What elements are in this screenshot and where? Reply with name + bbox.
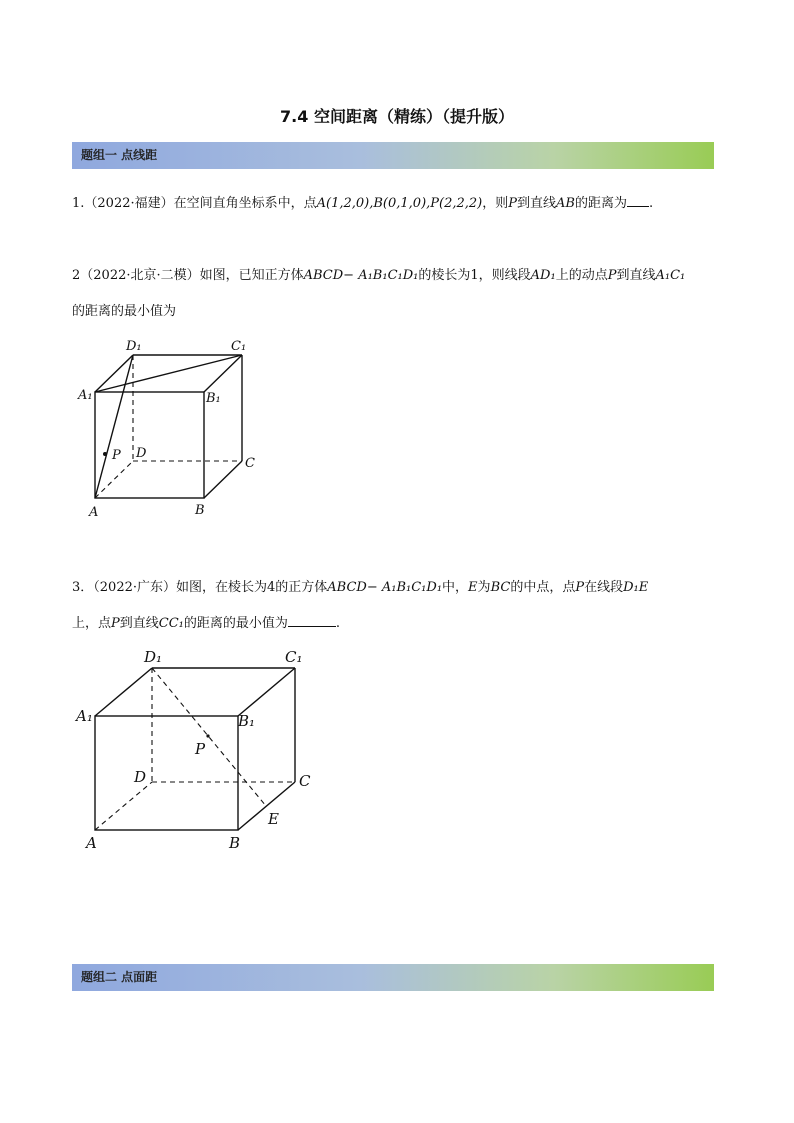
q2-mid2: ，则线段 bbox=[478, 268, 531, 283]
q3-mid1: 的正方体 bbox=[275, 580, 328, 595]
fig2-edge-b1c1 bbox=[238, 668, 295, 716]
section-header-group-1: 题组一 点线距 bbox=[72, 142, 714, 169]
q3-line2c: 的距离的最小值为 bbox=[183, 616, 288, 631]
fig2-point-p bbox=[206, 734, 209, 737]
q3-prefix: 3．（2022·广东）如图，在棱长为 bbox=[72, 580, 267, 595]
q2-edge: 1 bbox=[470, 268, 479, 283]
q3-e: E bbox=[468, 580, 478, 595]
fig1-label-a: A bbox=[89, 505, 99, 520]
fig1-label-c1: C₁ bbox=[231, 339, 247, 354]
section-header-group-2: 题组二 点面距 bbox=[72, 964, 714, 991]
fig2-label-c: C bbox=[299, 772, 311, 790]
fig2-front-face bbox=[95, 716, 238, 830]
q3-end: . bbox=[335, 616, 341, 631]
fig2-label-a: A bbox=[86, 834, 97, 852]
fig2-edge-bc bbox=[238, 782, 295, 830]
q2-line: A₁C₁ bbox=[655, 268, 686, 283]
fig1-label-a1: A₁ bbox=[78, 388, 93, 403]
q3-p2: P bbox=[111, 616, 120, 631]
q1-points: A(1,2,0),B(0,1,0),P(2,2,2) bbox=[316, 196, 483, 211]
q2-seg: AD₁ bbox=[530, 268, 556, 283]
q2-mid1: 的棱长为 bbox=[418, 268, 471, 283]
q1-to-line: 到直线 bbox=[517, 196, 557, 211]
fig1-label-d: D bbox=[136, 446, 147, 461]
fig2-label-c1: C₁ bbox=[285, 648, 303, 666]
q3-bc: BC bbox=[490, 580, 511, 595]
q1-ab: AB bbox=[556, 196, 575, 211]
fig2-label-p: P bbox=[195, 740, 206, 758]
q3-edge: 4 bbox=[267, 580, 276, 595]
q3-seg: D₁E bbox=[623, 580, 649, 595]
q3-cube: ABCD− A₁B₁C₁D₁ bbox=[327, 580, 443, 595]
fig2-edge-a1d1 bbox=[95, 668, 152, 716]
fig2-label-d1: D₁ bbox=[144, 648, 163, 666]
q2-line2: 的距离的最小值为 bbox=[72, 304, 177, 319]
q2-cube: ABCD− A₁B₁C₁D₁ bbox=[303, 268, 419, 283]
q1-middle: ，则 bbox=[482, 196, 509, 211]
fig1-label-p: P bbox=[112, 448, 121, 463]
q1-p: P bbox=[508, 196, 518, 211]
fig2-label-d: D bbox=[134, 768, 147, 786]
fig1-label-d1: D₁ bbox=[126, 339, 142, 354]
fig1-label-b1: B₁ bbox=[206, 391, 221, 406]
q1-end: . bbox=[649, 196, 654, 211]
q2-mid4: 到直线 bbox=[616, 268, 656, 283]
q1-suffix: 的距离为 bbox=[574, 196, 627, 211]
q2-mid3: 上的动点 bbox=[555, 268, 608, 283]
q2-prefix: 2（2022·北京·二模）如图，已知正方体 bbox=[72, 268, 304, 283]
q3-mid4: 的中点，点 bbox=[510, 580, 576, 595]
q3-line2a: 上，点 bbox=[72, 616, 112, 631]
q3-cc1: CC₁ bbox=[158, 616, 184, 631]
fig1-label-b: B bbox=[195, 503, 205, 518]
q3-p: P bbox=[575, 580, 585, 595]
page-title: 7.4 空间距离（精练）（提升版） bbox=[280, 107, 514, 126]
fig2-label-e: E bbox=[268, 810, 279, 828]
q3-line2b: 到直线 bbox=[119, 616, 159, 631]
q2-p: P bbox=[607, 268, 617, 283]
fig2-hidden-ad bbox=[95, 782, 152, 830]
fig1-label-c: C bbox=[245, 456, 255, 471]
fig2-label-b1: B₁ bbox=[238, 712, 256, 730]
fig2-label-b: B bbox=[229, 834, 241, 852]
q3-mid3: 为 bbox=[477, 580, 491, 595]
q3-mid5: 在线段 bbox=[584, 580, 624, 595]
fig2-label-a1: A₁ bbox=[76, 707, 93, 725]
q3-mid2: 中， bbox=[442, 580, 469, 595]
q1-prefix: 1.（2022·福建）在空间直角坐标系中，点 bbox=[72, 196, 317, 211]
